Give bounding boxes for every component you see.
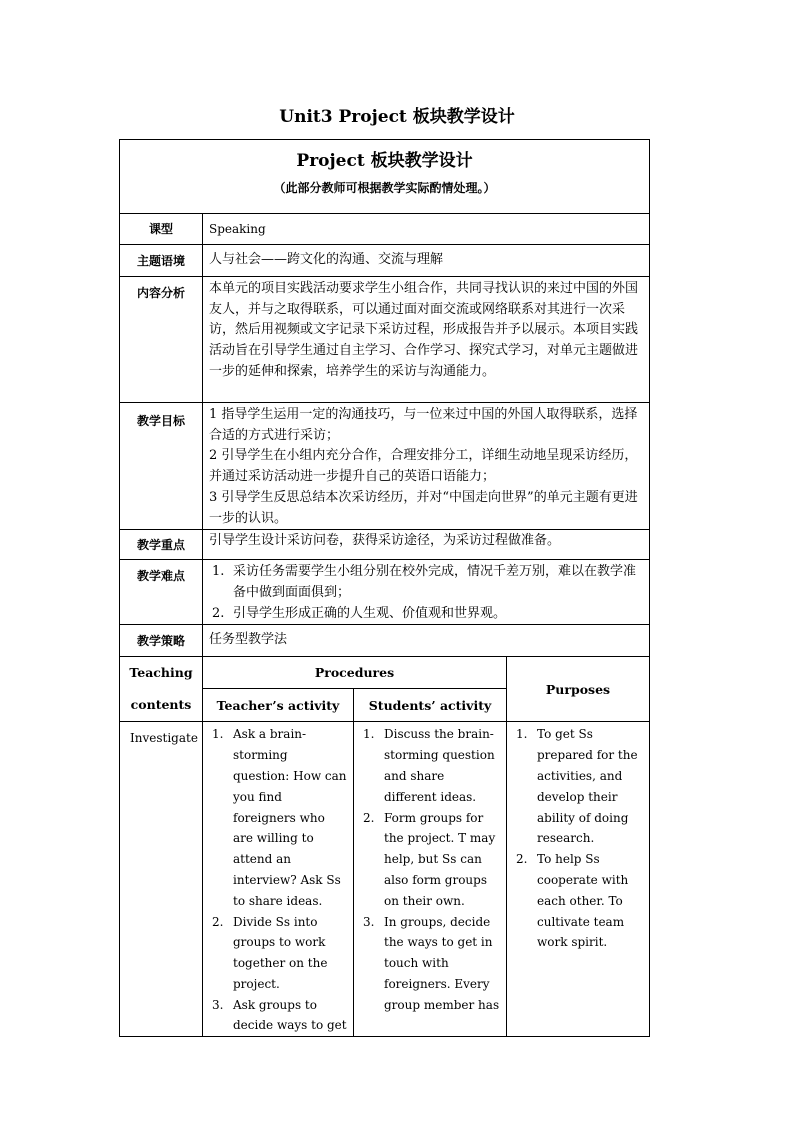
row-difficulties	[120, 560, 650, 625]
teaching-contents-header: Teaching contents	[120, 657, 203, 722]
teaching-goal-item: 1 指导学生运用一定的沟通技巧，与一位来过中国的外国人取得联系，选择合适的方式进行采访；	[209, 407, 638, 443]
table-header-row	[120, 140, 650, 214]
purposes-list	[507, 722, 650, 1037]
theme-label: 主题语境	[120, 245, 203, 277]
row-lesson-type	[120, 214, 650, 245]
table-header-cell	[120, 140, 650, 214]
teaching-goals-label: 教学目标	[120, 403, 203, 530]
teacher-activity-item: 2. Divide Ss into groups to work together on the project.	[212, 914, 328, 991]
row-key-points	[120, 530, 650, 560]
students-activity-list	[354, 722, 507, 1037]
lesson-type-value: Speaking	[203, 214, 650, 245]
students-activity-item: 3. In groups, decide the ways to get in touch with foreigners. Every group member has	[363, 914, 500, 1012]
teacher-activity-header: Teacher’s activity	[203, 688, 354, 722]
table-header-note: （此部分教师可根据教学实际酌情处理。）	[273, 181, 496, 195]
row-content-analysis	[120, 277, 650, 403]
teaching-goal-item: 2 引导学生在小组内充分合作，合理安排分工，详细生动地呈现采访经历，并通过采访活动进一步提升自己的英语口语能力；	[209, 448, 638, 485]
row-theme	[120, 245, 650, 277]
key-points-value: 引导学生设计采访问卷，获得采访途径，为采访过程做准备。	[203, 530, 650, 560]
strategy-value: 任务型教学法	[203, 625, 650, 657]
difficulties-label: 教学难点	[120, 560, 203, 625]
teacher-activity-item: 1. Ask a brain-storming question: How can you find foreigners who are willing to attend an interview? Ask Ss to share ideas.	[212, 727, 347, 908]
procedures-header: Procedures	[203, 657, 507, 688]
row-strategy	[120, 625, 650, 657]
teaching-goal-item: 3 引导学生反思总结本次采访经历，并对“中国走向世界”的单元主题有更进一步的认识。	[209, 489, 638, 526]
purpose-item: 1. To get Ss prepared for the activities, and develop their ability of doing research.	[516, 727, 638, 846]
procedures-header-row	[120, 657, 650, 688]
students-activity-item: 2. Form groups for the project. T may help, but Ss can also form groups on their own.	[363, 810, 496, 908]
students-activity-header: Students’ activity	[354, 688, 507, 722]
theme-value: 人与社会——跨文化的沟通、交流与理解	[203, 245, 650, 277]
teacher-activity-list	[203, 722, 354, 1037]
students-activity-item: 1. Discuss the brain-storming question and share different ideas.	[363, 727, 495, 804]
purposes-header: Purposes	[507, 657, 650, 722]
purpose-item: 2. To help Ss cooperate with each other. To cultivate team work spirit.	[516, 852, 629, 950]
investigate-row	[120, 722, 650, 1037]
content-analysis-value: 本单元的项目实践活动要求学生小组合作，共同寻找认识的来过中国的外国友人，并与之取得联系，可以通过面对面交流或网络联系对其进行一次采访，然后用视频或文字记录下采访过程，形成报告并予以展示。本项目实践活动旨在引导学生通过自主学习、合作学习、探究式学习，对单元主题做进一步的延伸和探索，培养学生的采访与沟通能力。	[203, 277, 650, 403]
row-teaching-goals	[120, 403, 650, 530]
table-header-title: Project 板块教学设计	[296, 151, 473, 171]
key-points-label: 教学重点	[120, 530, 203, 560]
difficulty-item: 1. 采访任务需要学生小组分别在校外完成，情况千差万别，难以在教学准备中做到面面俱到；	[212, 564, 637, 600]
difficulties-list	[203, 560, 650, 625]
investigate-content: Investigate	[120, 722, 203, 1037]
content-analysis-label: 内容分析	[120, 277, 203, 403]
lesson-type-label: 课型	[120, 214, 203, 245]
teacher-activity-item: 3. Ask groups to decide ways to get	[212, 997, 347, 1033]
difficulty-item: 2. 引导学生形成正确的人生观、价值观和世界观。	[212, 605, 507, 621]
teaching-goals-list	[203, 403, 650, 530]
lesson-plan-table	[119, 139, 650, 1037]
strategy-label: 教学策略	[120, 625, 203, 657]
document-title: Unit3 Project 板块教学设计	[279, 107, 515, 127]
